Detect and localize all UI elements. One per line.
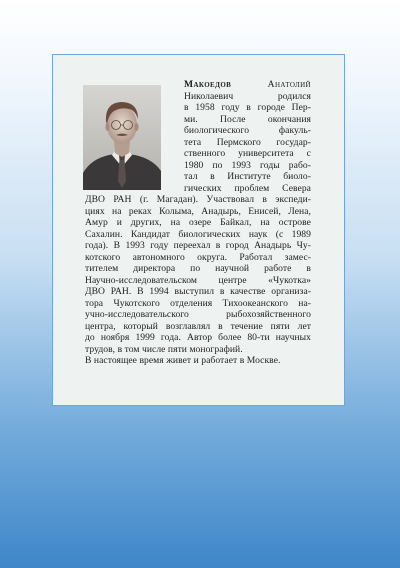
bio-line-25: В настоящее время живет и работает в Москве. bbox=[85, 355, 281, 366]
bio-line-2: Николаевич родился bbox=[184, 90, 311, 102]
bio-line-23: до ноября 1999 года. Автор более 80-ти научных bbox=[85, 332, 311, 343]
bio-line-18: Научно-исследовательском центре «Чукотка» bbox=[85, 274, 311, 286]
bio-line-4: ми. После окончания bbox=[184, 113, 311, 125]
bio-line-24: трудов, в том числе пяти монографий. bbox=[85, 343, 243, 355]
bio-line-6: тета Пермского государ- bbox=[184, 136, 311, 148]
bio-line-14: Сахалин. Кандидат биологических наук (с 1989 bbox=[85, 228, 311, 240]
bio-line-11: ДВО РАН (г. Магадан). Участвовал в экспеди- bbox=[85, 194, 311, 205]
bio-line-21: учно-исследовательского рыбохозяйственного bbox=[85, 309, 311, 320]
bio-line-10: гических проблем Севера bbox=[184, 182, 311, 194]
author-bio-panel bbox=[52, 54, 345, 406]
bio-line-15: года). В 1993 году переехал в город Анадырь Чу- bbox=[85, 240, 311, 251]
bio-line-1 bbox=[184, 79, 311, 90]
bio-line-3: в 1958 году в городе Пер- bbox=[184, 102, 311, 113]
author-surname: Макоедов bbox=[184, 79, 232, 90]
author-bio bbox=[53, 55, 344, 405]
bio-line-7: ственного университета с bbox=[184, 148, 311, 159]
bio-line-22: центра, который возглавлял в течение пяти лет bbox=[85, 320, 311, 332]
bio-line-12: циях на реках Колыма, Анадырь, Енисей, Лена, bbox=[85, 205, 311, 217]
bio-line-8: 1980 по 1993 годы рабо- bbox=[184, 159, 311, 171]
bio-line-5: биологического факуль- bbox=[184, 125, 311, 136]
bio-line-9: тал в Институте биоло- bbox=[184, 171, 311, 182]
bio-line-13: Амур и других, на озере Байкал, на острове bbox=[85, 217, 311, 228]
bio-line-19: ДВО РАН. В 1994 выступил в качестве организа- bbox=[85, 286, 311, 297]
bio-line-16: котского автономного округа. Работал замес- bbox=[85, 251, 311, 263]
bio-line-17: тителем директора по научной работе в bbox=[85, 263, 311, 274]
author-given-name: Анатолий bbox=[267, 79, 311, 90]
bio-line-20: тора Чукотского отделения Тихоокеанского на- bbox=[85, 297, 311, 309]
